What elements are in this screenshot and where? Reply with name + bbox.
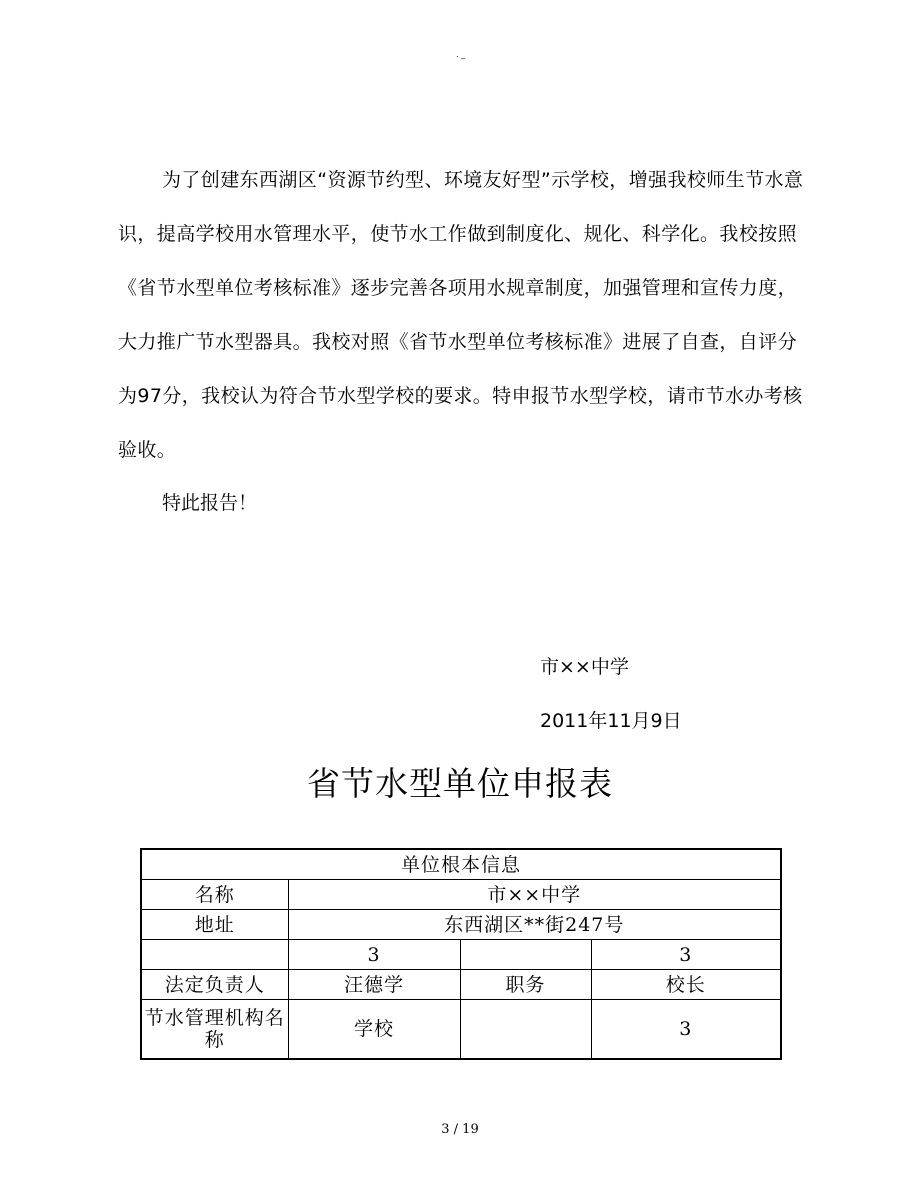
signer-name: 市××中学: [540, 656, 629, 678]
empty-label-cell: [141, 940, 288, 970]
position-value-cell: 校长: [591, 970, 781, 1000]
signature-block: [540, 648, 682, 756]
org-label-cell: 节水管理机构名称: [141, 1000, 288, 1060]
legal-rep-label-cell: 法定负责人: [141, 970, 288, 1000]
letter-paragraph: 为了创建东西湖区“资源节约型、环境友好型”示学校，增强我校师生节水意识，提高学校用水管理水平，使节水工作做到制度化、规化、科学化。我校按照《省节水型单位考核标准》逐步完善各项用水规章制度，加强管理和宣传力度，大力推广节水型器具。我校对照《省节水型单位考核标准》进展了自查，自评分为97分，我校认为符合节水型学校的要求。特申报节水型学校，请市节水办考核验收。: [118, 169, 804, 461]
letter-body: [118, 153, 808, 477]
page-number: 3 / 19: [441, 1122, 479, 1137]
row3-value-cell: 3: [288, 940, 460, 970]
letter-closing: 特此报告！: [162, 492, 258, 514]
table-row: [141, 1000, 781, 1060]
form-title: 省节水型单位申报表: [307, 764, 613, 803]
row3-empty-cell: [460, 940, 591, 970]
legal-rep-value-cell: 汪德学: [288, 970, 460, 1000]
section-header-cell: 单位根本信息: [141, 849, 781, 880]
name-value-cell: 市××中学: [288, 880, 781, 910]
org-empty-cell: [460, 1000, 591, 1060]
table-row: [141, 849, 781, 880]
name-label-cell: 名称: [141, 880, 288, 910]
address-value-cell: 东西湖区**街247号: [288, 910, 781, 940]
table-row: [141, 910, 781, 940]
table-row: [141, 940, 781, 970]
table-row: [141, 880, 781, 910]
org-value-cell: 学校: [288, 1000, 460, 1060]
table-row: [141, 970, 781, 1000]
unit-info-table: [140, 848, 782, 1060]
letter-date: 2011年11月9日: [540, 710, 682, 732]
page-header-mark: . _: [456, 50, 466, 59]
position-label-cell: 职务: [460, 970, 591, 1000]
row3-value-cell-2: 3: [591, 940, 781, 970]
address-label-cell: 地址: [141, 910, 288, 940]
org-value-cell-2: 3: [591, 1000, 781, 1060]
